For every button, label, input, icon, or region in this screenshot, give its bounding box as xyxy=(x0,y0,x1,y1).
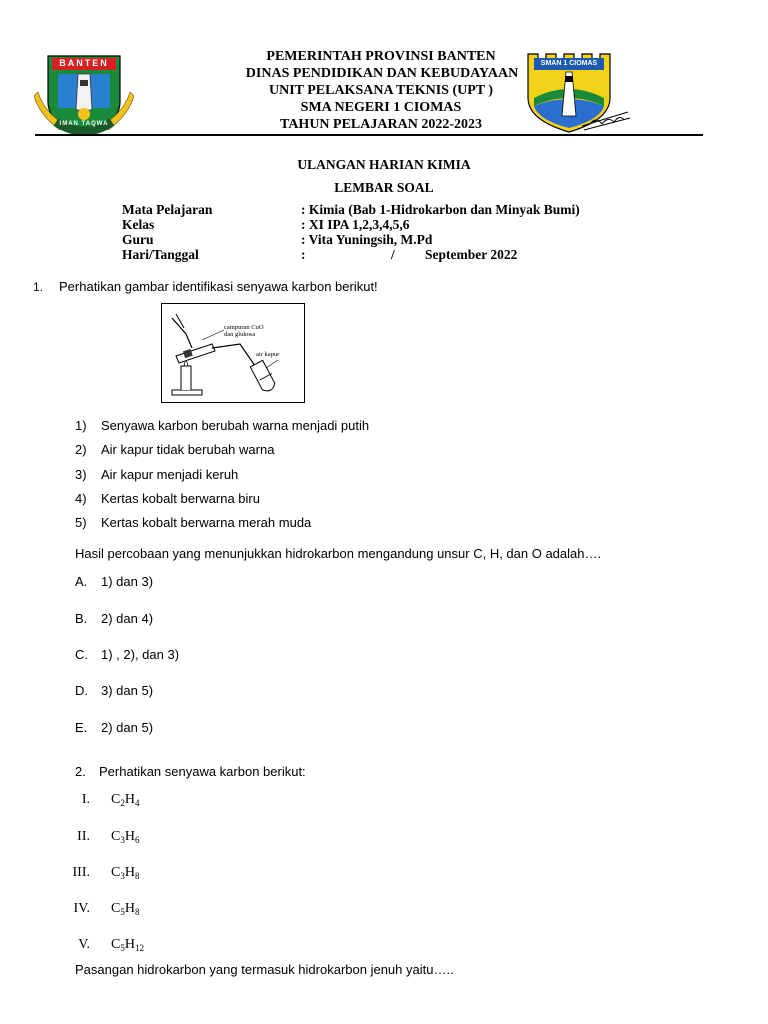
q1-option-b-text: 2) dan 4) xyxy=(101,611,154,626)
compound-4-hydrogen-count: 8 xyxy=(134,907,140,917)
q1-option-a-letter: A. xyxy=(75,574,88,589)
compound-3-hydrogen-count: 8 xyxy=(134,871,140,881)
exam-title: ULANGAN HARIAN KIMIA xyxy=(297,157,471,172)
compound-2-carbon-count: 3 xyxy=(120,835,125,845)
statement-2-text: Air kapur tidak berubah warna xyxy=(101,442,275,457)
compound-5-hydrogen-count: 12 xyxy=(134,943,144,953)
compound-1-numeral: I. xyxy=(81,792,90,807)
banten-logo xyxy=(34,52,134,136)
statement-1-number: 1) xyxy=(75,418,87,433)
compound-2-numeral: II. xyxy=(77,829,90,844)
statement-5-text: Kertas kobalt berwarna merah muda xyxy=(101,515,312,530)
compound-4-carbon-count: 5 xyxy=(120,907,125,917)
statement-1-text: Senyawa karbon berubah warna menjadi putih xyxy=(101,418,370,433)
compound-4-numeral: IV. xyxy=(73,901,90,916)
compound-2-formula xyxy=(111,829,139,845)
figure-label-mixture-2: dan glukosa xyxy=(224,331,256,338)
school-logo-text: SMAN 1 CIOMAS xyxy=(540,60,598,67)
compound-3-carbon-count: 3 xyxy=(120,871,125,881)
compound-5-hydrogen: H xyxy=(124,937,135,952)
q1-option-c-letter: C. xyxy=(75,647,88,662)
header-divider xyxy=(35,134,703,136)
header-academic-year: TAHUN PELAJARAN 2022-2023 xyxy=(280,117,482,132)
compound-4-formula xyxy=(111,901,139,917)
info-value-teacher: : Vita Yuningsih, M.Pd xyxy=(301,232,433,247)
compound-2-carbon: C xyxy=(111,829,121,844)
info-label-class: Kelas xyxy=(122,217,155,232)
q2-question: Pasangan hidrokarbon yang termasuk hidrokarbon jenuh yaitu….. xyxy=(75,962,454,977)
banten-logo-bottom-text: IMAN TAQWA xyxy=(59,121,109,127)
compound-1-formula xyxy=(111,792,139,808)
compound-2-hydrogen-count: 6 xyxy=(134,835,140,845)
info-value-date-colon: : xyxy=(301,247,306,262)
q1-question: Hasil percobaan yang menunjukkan hidrokarbon mengandung unsur C, H, dan O adalah…. xyxy=(75,546,602,561)
q1-option-e-letter: E. xyxy=(75,720,88,735)
compound-4-carbon: C xyxy=(111,901,121,916)
header-government: PEMERINTAH PROVINSI BANTEN xyxy=(266,49,496,64)
q1-option-d-letter: D. xyxy=(75,683,88,698)
compound-3-formula xyxy=(111,865,139,881)
compound-1-carbon: C xyxy=(111,792,121,807)
compound-2-hydrogen: H xyxy=(124,829,135,844)
q1-option-b-letter: B. xyxy=(75,611,88,626)
compound-5-numeral: V. xyxy=(78,937,90,952)
statement-3-text: Air kapur menjadi keruh xyxy=(101,467,239,482)
header-department: DINAS PENDIDIKAN DAN KEBUDAYAAN xyxy=(245,66,519,81)
compound-5-formula xyxy=(111,937,144,953)
compound-1-hydrogen: H xyxy=(124,792,135,807)
header-unit: UNIT PELAKSANA TEKNIS (UPT ) xyxy=(268,83,494,98)
info-label-subject: Mata Pelajaran xyxy=(122,202,213,217)
q1-option-d-text: 3) dan 5) xyxy=(101,683,154,698)
figure-label-mixture: campuran CuO xyxy=(224,324,264,331)
compound-1-carbon-count: 2 xyxy=(120,798,125,808)
q1-option-a-text: 1) dan 3) xyxy=(101,574,154,589)
statement-3-number: 3) xyxy=(75,467,87,482)
experiment-figure xyxy=(161,303,305,403)
compound-1-hydrogen-count: 4 xyxy=(134,798,140,808)
statement-2-number: 2) xyxy=(75,442,87,457)
statement-4-text: Kertas kobalt berwarna biru xyxy=(101,491,260,506)
info-value-date-month: September 2022 xyxy=(425,247,518,262)
compound-3-hydrogen: H xyxy=(124,865,135,880)
q1-prompt: Perhatikan gambar identifikasi senyawa karbon berikut! xyxy=(59,279,378,294)
statement-4-number: 4) xyxy=(75,491,87,506)
info-label-date: Hari/Tanggal xyxy=(122,247,199,262)
school-logo xyxy=(520,50,632,136)
compound-5-carbon-count: 5 xyxy=(120,943,125,953)
info-label-teacher: Guru xyxy=(122,232,154,247)
compound-5-carbon: C xyxy=(111,937,121,952)
compound-3-numeral: III. xyxy=(72,865,90,880)
compound-4-hydrogen: H xyxy=(124,901,135,916)
q1-option-c-text: 1) , 2), dan 3) xyxy=(101,647,180,662)
banten-logo-top-text: BANTEN xyxy=(59,58,109,68)
exam-subtitle: LEMBAR SOAL xyxy=(334,180,434,195)
compound-3-carbon: C xyxy=(111,865,121,880)
header-school: SMA NEGERI 1 CIOMAS xyxy=(300,100,462,115)
info-value-class: : XI IPA 1,2,3,4,5,6 xyxy=(301,217,410,232)
q1-number: 1. xyxy=(33,280,44,294)
statement-5-number: 5) xyxy=(75,515,87,530)
figure-label-limewater: air kapur xyxy=(256,351,280,358)
q2-number: 2. xyxy=(75,764,86,779)
info-value-date-slash: / xyxy=(391,247,395,262)
q2-prompt: Perhatikan senyawa karbon berikut: xyxy=(99,764,306,779)
info-value-subject: : Kimia (Bab 1-Hidrokarbon dan Minyak Bumi) xyxy=(301,202,580,217)
q1-option-e-text: 2) dan 5) xyxy=(101,720,154,735)
